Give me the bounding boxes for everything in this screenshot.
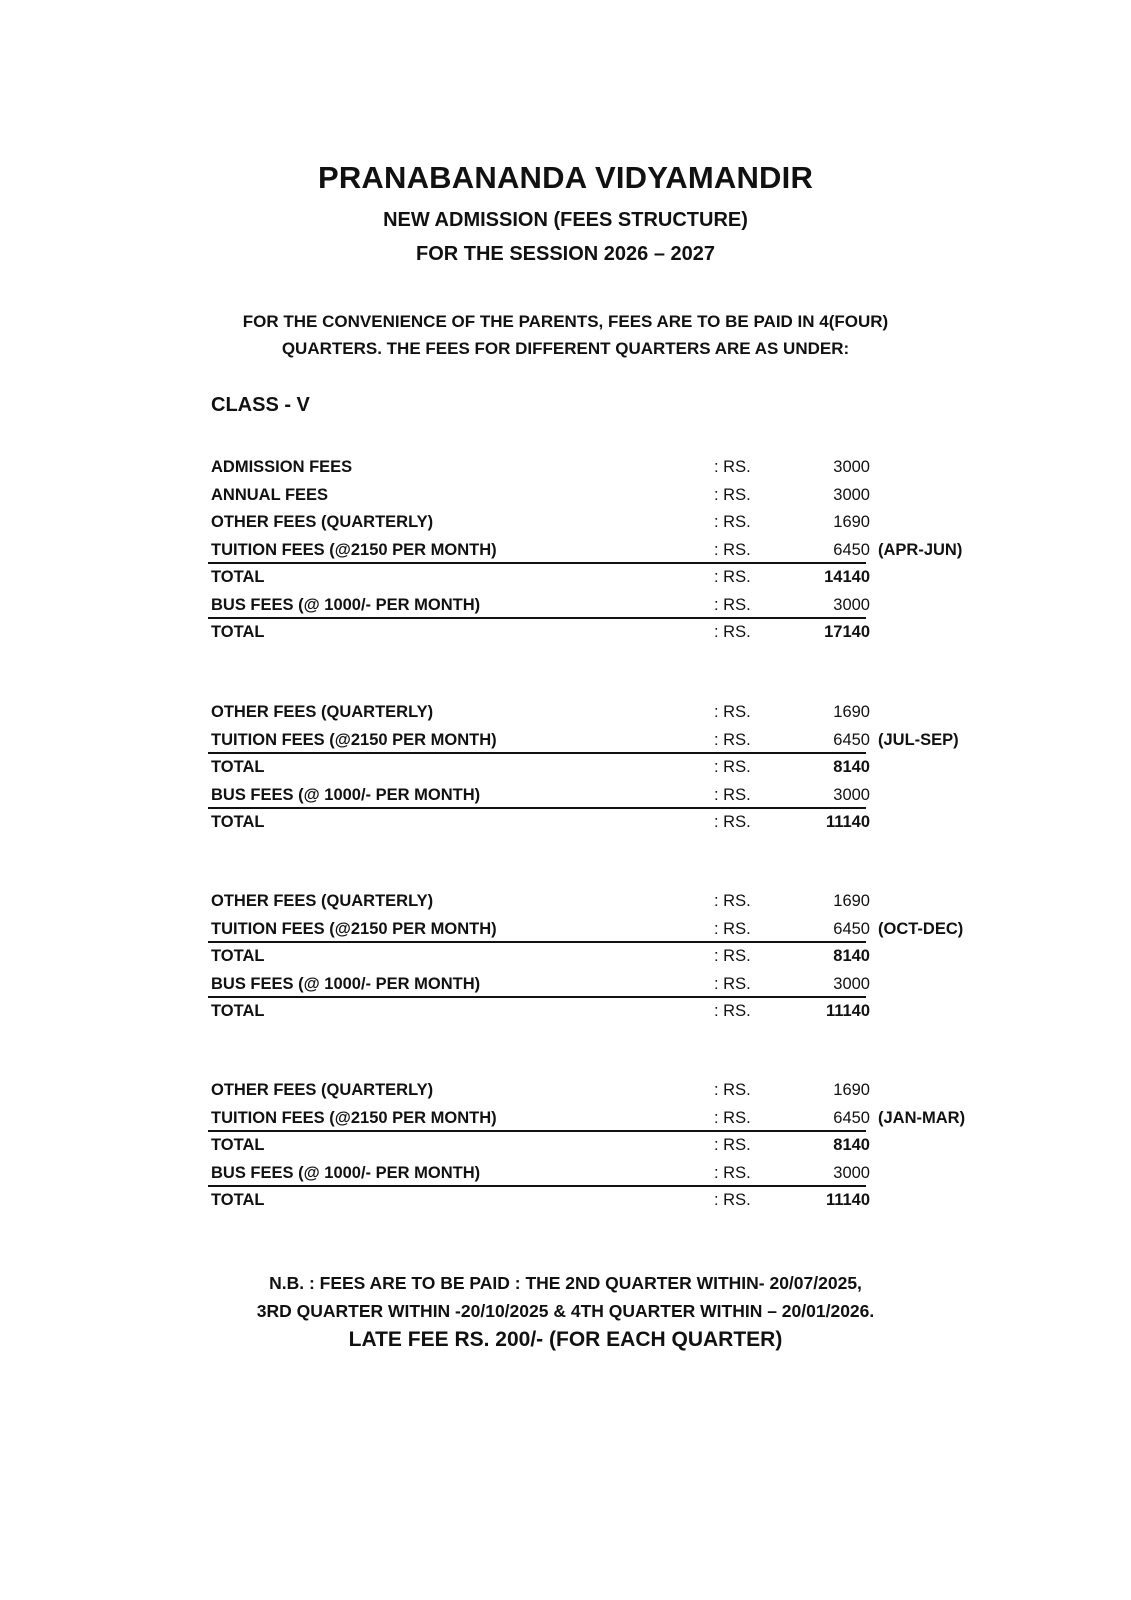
notes	[0, 1269, 1131, 1325]
note-line-2: 3RD QUARTER WITHIN -20/10/2025 & 4TH QUARTER WITHIN – 20/01/2026.	[256, 1301, 875, 1321]
fee-amount: 1690	[833, 892, 870, 910]
intro-text	[0, 308, 1131, 362]
total-amount: 11140	[825, 1002, 870, 1020]
fee-amount: 3000	[833, 1163, 870, 1182]
late-fee-note: LATE FEE RS. 200/- (FOR EACH QUARTER)	[348, 1328, 783, 1351]
intro-line-2: QUARTERS. THE FEES FOR DIFFERENT QUARTERS ARE AS UNDER:	[281, 339, 850, 358]
currency-label: : RS.	[714, 947, 751, 965]
fee-amount: 6450	[833, 919, 870, 938]
quarter-block-1	[208, 454, 968, 647]
quarter-period: (JAN-MAR)	[878, 1108, 966, 1127]
currency-label: : RS.	[714, 568, 751, 586]
quarter-block-2	[208, 699, 968, 837]
fee-row	[208, 537, 968, 565]
fee-label: ADMISSION FEES	[211, 458, 353, 476]
fee-row	[208, 619, 968, 647]
note-line-1: N.B. : FEES ARE TO BE PAID : THE 2ND QUARTER WITHIN- 20/07/2025,	[269, 1273, 862, 1293]
currency-label: : RS.	[714, 919, 751, 938]
total-label: TOTAL	[211, 1136, 265, 1154]
fee-label: OTHER FEES (QUARTERLY)	[211, 513, 434, 531]
fee-row	[208, 699, 968, 727]
currency-label: : RS.	[714, 703, 751, 721]
currency-label: : RS.	[714, 485, 751, 504]
fee-row	[208, 727, 968, 755]
total-label: TOTAL	[211, 1002, 265, 1020]
quarter-period: (OCT-DEC)	[878, 919, 964, 938]
total-amount: 11140	[825, 813, 870, 831]
fee-label: BUS FEES (@ 1000/- PER MONTH)	[211, 595, 481, 614]
fee-row	[208, 1132, 968, 1160]
total-amount: 8140	[833, 758, 870, 776]
fee-label: TUITION FEES (@2150 PER MONTH)	[211, 1108, 497, 1127]
currency-label: : RS.	[714, 974, 751, 993]
fee-row	[208, 509, 968, 537]
quarter-period: (JUL-SEP)	[878, 730, 959, 749]
fee-row	[208, 998, 968, 1026]
fee-label: OTHER FEES (QUARTERLY)	[211, 892, 434, 910]
fee-row	[208, 782, 968, 810]
quarter-period: (APR-JUN)	[878, 540, 963, 559]
fee-row	[208, 482, 968, 510]
fee-label: BUS FEES (@ 1000/- PER MONTH)	[211, 1163, 481, 1182]
fee-row	[208, 916, 968, 944]
total-amount: 8140	[833, 947, 870, 965]
fee-row	[208, 943, 968, 971]
currency-label: : RS.	[714, 458, 751, 476]
fee-amount: 6450	[833, 730, 870, 749]
total-amount: 8140	[833, 1136, 870, 1154]
fee-amount: 1690	[833, 703, 870, 721]
currency-label: : RS.	[714, 540, 751, 559]
currency-label: : RS.	[714, 595, 751, 614]
fee-row	[208, 888, 968, 916]
currency-label: : RS.	[714, 758, 751, 776]
fee-row	[208, 564, 968, 592]
fee-row	[208, 1105, 968, 1133]
total-amount: 17140	[824, 623, 870, 641]
fee-amount: 3000	[833, 785, 870, 804]
total-label: TOTAL	[211, 758, 265, 776]
fee-label: ANNUAL FEES	[211, 485, 329, 504]
fee-amount: 6450	[833, 540, 870, 559]
fee-row	[208, 1187, 968, 1215]
currency-label: : RS.	[714, 1081, 751, 1099]
fee-amount: 3000	[833, 485, 870, 504]
fee-amount: 3000	[833, 595, 870, 614]
fee-label: TUITION FEES (@2150 PER MONTH)	[211, 919, 497, 938]
total-amount: 11140	[825, 1191, 870, 1209]
currency-label: : RS.	[714, 813, 751, 831]
currency-label: : RS.	[714, 1191, 751, 1209]
currency-label: : RS.	[714, 785, 751, 804]
fee-label: BUS FEES (@ 1000/- PER MONTH)	[211, 974, 481, 993]
fee-label: BUS FEES (@ 1000/- PER MONTH)	[211, 785, 481, 804]
total-amount: 14140	[824, 568, 870, 586]
total-label: TOTAL	[211, 623, 265, 641]
fee-amount: 1690	[833, 1081, 870, 1099]
total-label: TOTAL	[211, 947, 265, 965]
fee-amount: 3000	[833, 458, 870, 476]
fee-row	[208, 754, 968, 782]
fee-label: OTHER FEES (QUARTERLY)	[211, 1081, 434, 1099]
fee-label: OTHER FEES (QUARTERLY)	[211, 703, 434, 721]
currency-label: : RS.	[714, 1108, 751, 1127]
fee-row	[208, 1160, 968, 1188]
fee-amount: 3000	[833, 974, 870, 993]
total-label: TOTAL	[211, 1191, 265, 1209]
total-label: TOTAL	[211, 813, 265, 831]
class-label: CLASS - V	[211, 394, 310, 416]
fee-label: TUITION FEES (@2150 PER MONTH)	[211, 730, 497, 749]
fee-row	[208, 454, 968, 482]
fee-amount: 6450	[833, 1108, 870, 1127]
fee-row	[208, 809, 968, 837]
currency-label: : RS.	[714, 892, 751, 910]
currency-label: : RS.	[714, 1002, 751, 1020]
fee-row	[208, 971, 968, 999]
intro-line-1: FOR THE CONVENIENCE OF THE PARENTS, FEES ARE TO BE PAID IN 4(FOUR)	[242, 312, 889, 331]
quarter-block-3	[208, 888, 968, 1026]
session-label: FOR THE SESSION 2026 – 2027	[415, 243, 716, 265]
fee-label: TUITION FEES (@2150 PER MONTH)	[211, 540, 497, 559]
fee-row	[208, 592, 968, 620]
fee-amount: 1690	[833, 513, 870, 531]
document-subtitle: NEW ADMISSION (FEES STRUCTURE)	[383, 209, 748, 231]
school-name: PRANABANANDA VIDYAMANDIR	[317, 160, 814, 195]
fee-row	[208, 1077, 968, 1105]
currency-label: : RS.	[714, 623, 751, 641]
currency-label: : RS.	[714, 513, 751, 531]
currency-label: : RS.	[714, 1136, 751, 1154]
currency-label: : RS.	[714, 730, 751, 749]
currency-label: : RS.	[714, 1163, 751, 1182]
total-label: TOTAL	[211, 568, 265, 586]
quarter-block-4	[208, 1077, 968, 1215]
